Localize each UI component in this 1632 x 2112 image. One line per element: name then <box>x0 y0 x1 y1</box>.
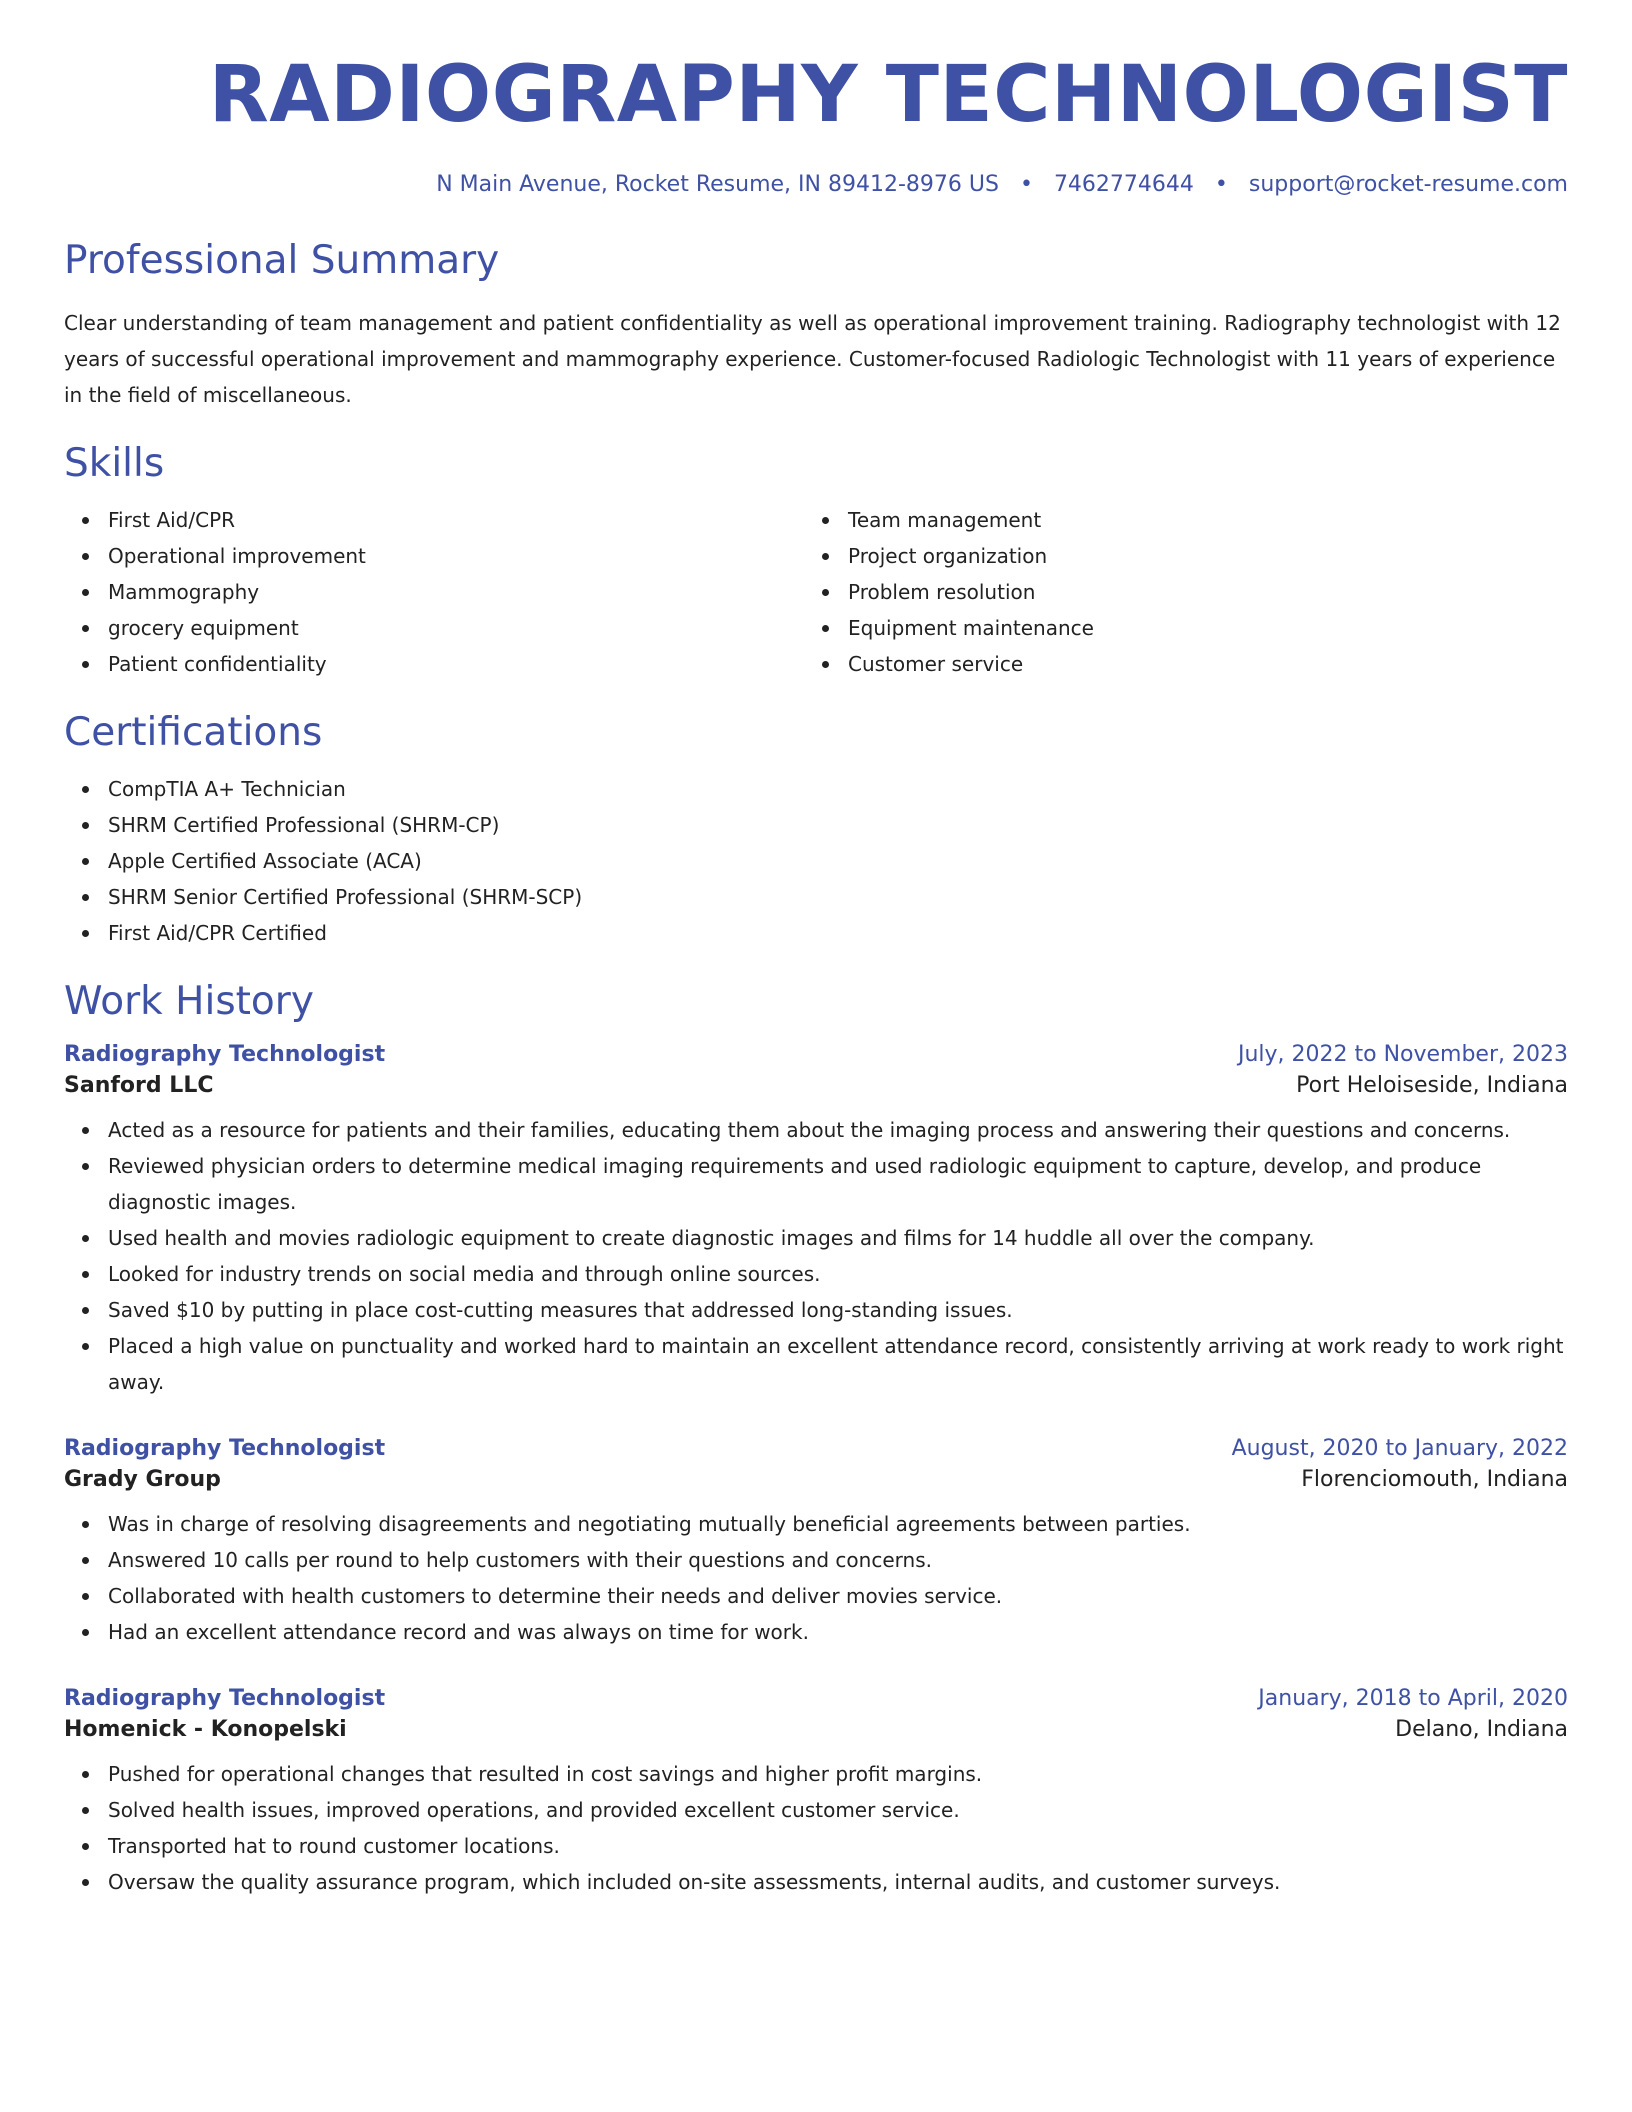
email-link[interactable]: support@rocket-resume.com <box>1248 172 1568 197</box>
job-bullet: Reviewed physician orders to determine medical imaging requirements and used radiologic equipment to capture, develop, and produce diagnostic images. <box>108 1148 1568 1220</box>
skill-item: Project organization <box>848 538 1544 574</box>
job-company: Grady Group <box>64 1466 221 1492</box>
contact-line <box>64 172 1568 198</box>
job-title-row <box>64 1436 1568 1461</box>
job-title: Radiography Technologist <box>64 1685 386 1711</box>
job-bullet: Saved $10 by putting in place cost-cutting measures that addressed long-standing issues. <box>108 1292 1568 1328</box>
job-bullets <box>64 1112 1568 1400</box>
phone-text: 7462774644 <box>1053 172 1194 197</box>
job-title: Radiography Technologist <box>64 1041 386 1067</box>
job-location: Delano, Indiana <box>1395 1716 1568 1742</box>
certifications-section <box>64 712 1568 951</box>
summary-heading: Professional Summary <box>64 238 500 284</box>
job-title-row <box>64 1042 1568 1067</box>
job-bullet: Collaborated with health customers to determine their needs and deliver movies service. <box>108 1578 1568 1614</box>
job-bullet: Placed a high value on punctuality and worked hard to maintain an excellent attendance record, consistently arriving at work ready to work right away. <box>108 1328 1568 1400</box>
job-company: Homenick - Konopelski <box>64 1716 347 1742</box>
certifications-list <box>64 771 1568 951</box>
work-history-section <box>64 981 1568 1900</box>
job-bullet: Used health and movies radiologic equipment to create diagnostic images and films for 14 huddle all over the company. <box>108 1220 1568 1256</box>
job-bullet: Looked for industry trends on social media and through online sources. <box>108 1256 1568 1292</box>
skills-column-left <box>64 502 804 682</box>
skills-column-right <box>804 502 1544 682</box>
job-dates: July, 2022 to November, 2023 <box>1237 1041 1568 1067</box>
job-company-row <box>64 1717 1568 1742</box>
job-location: Port Heloiseside, Indiana <box>1296 1072 1568 1098</box>
work-history-heading: Work History <box>64 979 314 1025</box>
job-bullet: Transported hat to round customer locations. <box>108 1828 1568 1864</box>
job-location: Florenciomouth, Indiana <box>1301 1466 1568 1492</box>
job-entry <box>64 1686 1568 1900</box>
job-dates: August, 2020 to January, 2022 <box>1231 1435 1568 1461</box>
job-company: Sanford LLC <box>64 1072 214 1098</box>
page-title: RADIOGRAPHY TECHNOLOGIST <box>208 50 1568 140</box>
skills-heading: Skills <box>64 441 165 487</box>
skill-item: Operational improvement <box>108 538 804 574</box>
job-bullet: Solved health issues, improved operations, and provided excellent customer service. <box>108 1792 1568 1828</box>
separator-dot: • <box>1019 172 1033 197</box>
summary-text: Clear understanding of team management and patient confidentiality as well as operational improvement training. Radiography technologist with 12 years of successful operational improvement and mammography experience. Customer-focused Radiologic Technologist with 11 years of experience in the field of miscellaneous. <box>64 311 1561 408</box>
certifications-heading: Certifications <box>64 710 323 756</box>
job-bullet: Pushed for operational changes that resulted in cost savings and higher profit margins. <box>108 1756 1568 1792</box>
job-bullet: Acted as a resource for patients and their families, educating them about the imaging process and answering their questions and concerns. <box>108 1112 1568 1148</box>
skill-item: First Aid/CPR <box>108 502 804 538</box>
resume-header <box>64 0 1568 198</box>
job-bullet: Oversaw the quality assurance program, which included on-site assessments, internal audits, and customer surveys. <box>108 1864 1568 1900</box>
certification-item: SHRM Certified Professional (SHRM-CP) <box>108 807 1568 843</box>
address-text: N Main Avenue, Rocket Resume, IN 89412-8976 US <box>436 172 999 197</box>
skills-list-right <box>804 502 1544 682</box>
skills-list-left <box>64 502 804 682</box>
skill-item: Customer service <box>848 646 1544 682</box>
skill-item: Patient confidentiality <box>108 646 804 682</box>
job-bullets <box>64 1506 1568 1650</box>
job-bullet: Had an excellent attendance record and was always on time for work. <box>108 1614 1568 1650</box>
certification-item: CompTIA A+ Technician <box>108 771 1568 807</box>
skill-item: grocery equipment <box>108 610 804 646</box>
skill-item: Mammography <box>108 574 804 610</box>
skill-item: Problem resolution <box>848 574 1544 610</box>
separator-dot: • <box>1214 172 1228 197</box>
job-bullet: Was in charge of resolving disagreements and negotiating mutually beneficial agreements between parties. <box>108 1506 1568 1542</box>
skill-item: Team management <box>848 502 1544 538</box>
job-company-row <box>64 1467 1568 1492</box>
job-title-row <box>64 1686 1568 1711</box>
job-bullet: Answered 10 calls per round to help customers with their questions and concerns. <box>108 1542 1568 1578</box>
job-dates: January, 2018 to April, 2020 <box>1258 1685 1568 1711</box>
certification-item: Apple Certified Associate (ACA) <box>108 843 1568 879</box>
skills-grid <box>64 502 1568 682</box>
job-company-row <box>64 1073 1568 1098</box>
skills-section <box>64 443 1568 682</box>
job-entry <box>64 1436 1568 1650</box>
summary-section <box>64 240 1568 413</box>
job-entry <box>64 1042 1568 1400</box>
job-title: Radiography Technologist <box>64 1435 386 1461</box>
certification-item: First Aid/CPR Certified <box>108 915 1568 951</box>
skill-item: Equipment maintenance <box>848 610 1544 646</box>
certification-item: SHRM Senior Certified Professional (SHRM-SCP) <box>108 879 1568 915</box>
job-bullets <box>64 1756 1568 1900</box>
